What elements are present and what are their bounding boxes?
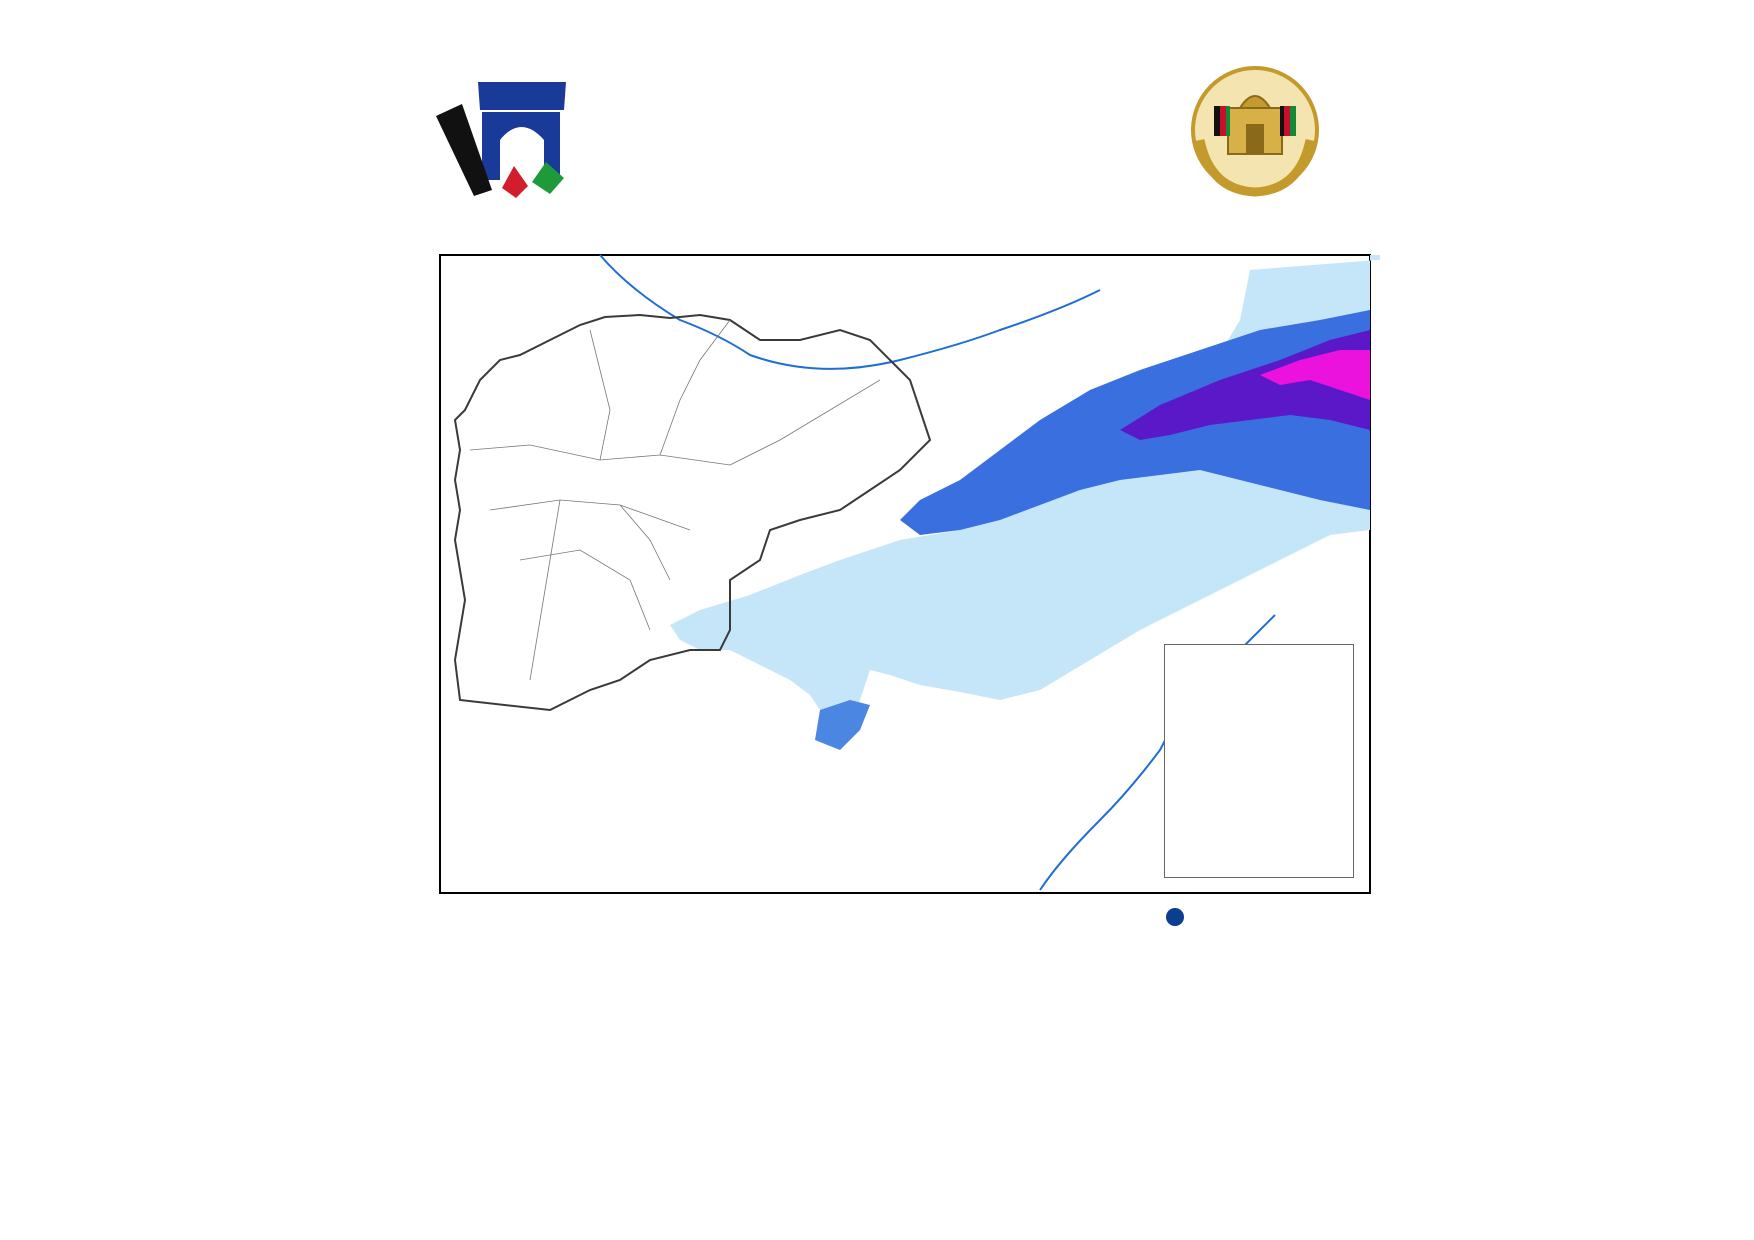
legend (1164, 644, 1354, 878)
centenary-logo (432, 70, 572, 200)
afghanistan-emblem (1180, 60, 1330, 200)
partner-logos (1160, 908, 1196, 926)
nasa-logo (1166, 908, 1184, 926)
